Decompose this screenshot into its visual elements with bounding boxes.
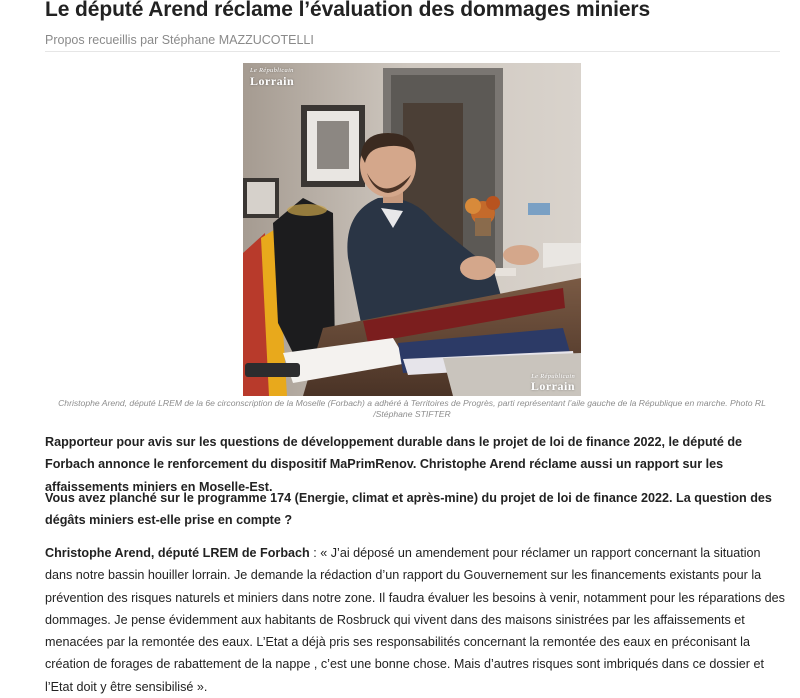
article-photo[interactable] [243,63,581,396]
article-lead: Rapporteur pour avis sur les questions de développement durable dans le projet de loi de finance 2022, le député de Forbach annonce le renforcement du dispositif MaPrimRenov. Christophe Arend réclame aussi un rapport sur les affaissements miniers en Moselle-Est. [45,435,743,494]
photo-watermark: Le Républicain Lorrain [250,67,295,88]
interview-answer [45,542,785,698]
answer-text: : « J’ai déposé un amendement pour réclamer un rapport concernant la situation dans notre bassin houiller lorrain. Je demande la rédaction d’un rapport du Gouvernement sur les financements existants pour la prévention des risques naturels et miniers dans notre zone. Il faudra évaluer les besoins à venir, notamment pour les réparations des dommages. Je pense évidemment aux habitants de Rosbruck qui vivent dans des maisons sinistrées par les affaissements et menacées par la remontée des eaux. L’Etat a déjà pris ses responsabilités concernant la remontée des eaux en préconisant la création de forages de rabattement de la nappe , c’est une bonne chose. Mais d’autres risques sont imbriqués dans ce dossier et l’Etat doit y être sensibilisé ». [45,546,785,694]
photo-illustration [243,63,581,396]
byline-divider [45,51,780,52]
interview-question: Vous avez planché sur le programme 174 (Energie, climat et après-mine) du projet de loi de finance 2022. La question des dégâts miniers est-elle prise en compte ? [45,491,772,528]
photo-caption: Christophe Arend, député LREM de la 6e circonscription de la Moselle (Forbach) a adhéré à Territoires de Progrès, parti représentant l’aile gauche de la République en marche. Photo RL /Stéphane STIFTER [58,398,766,419]
article-title: Le député Arend réclame l’évaluation des dommages miniers [45,0,651,21]
photo-watermark: Le Républicain Lorrain [530,372,575,393]
answer-speaker: Christophe Arend, député LREM de Forbach [45,546,310,560]
article-byline: Propos recueillis par Stéphane MAZZUCOTELLI [45,33,314,47]
